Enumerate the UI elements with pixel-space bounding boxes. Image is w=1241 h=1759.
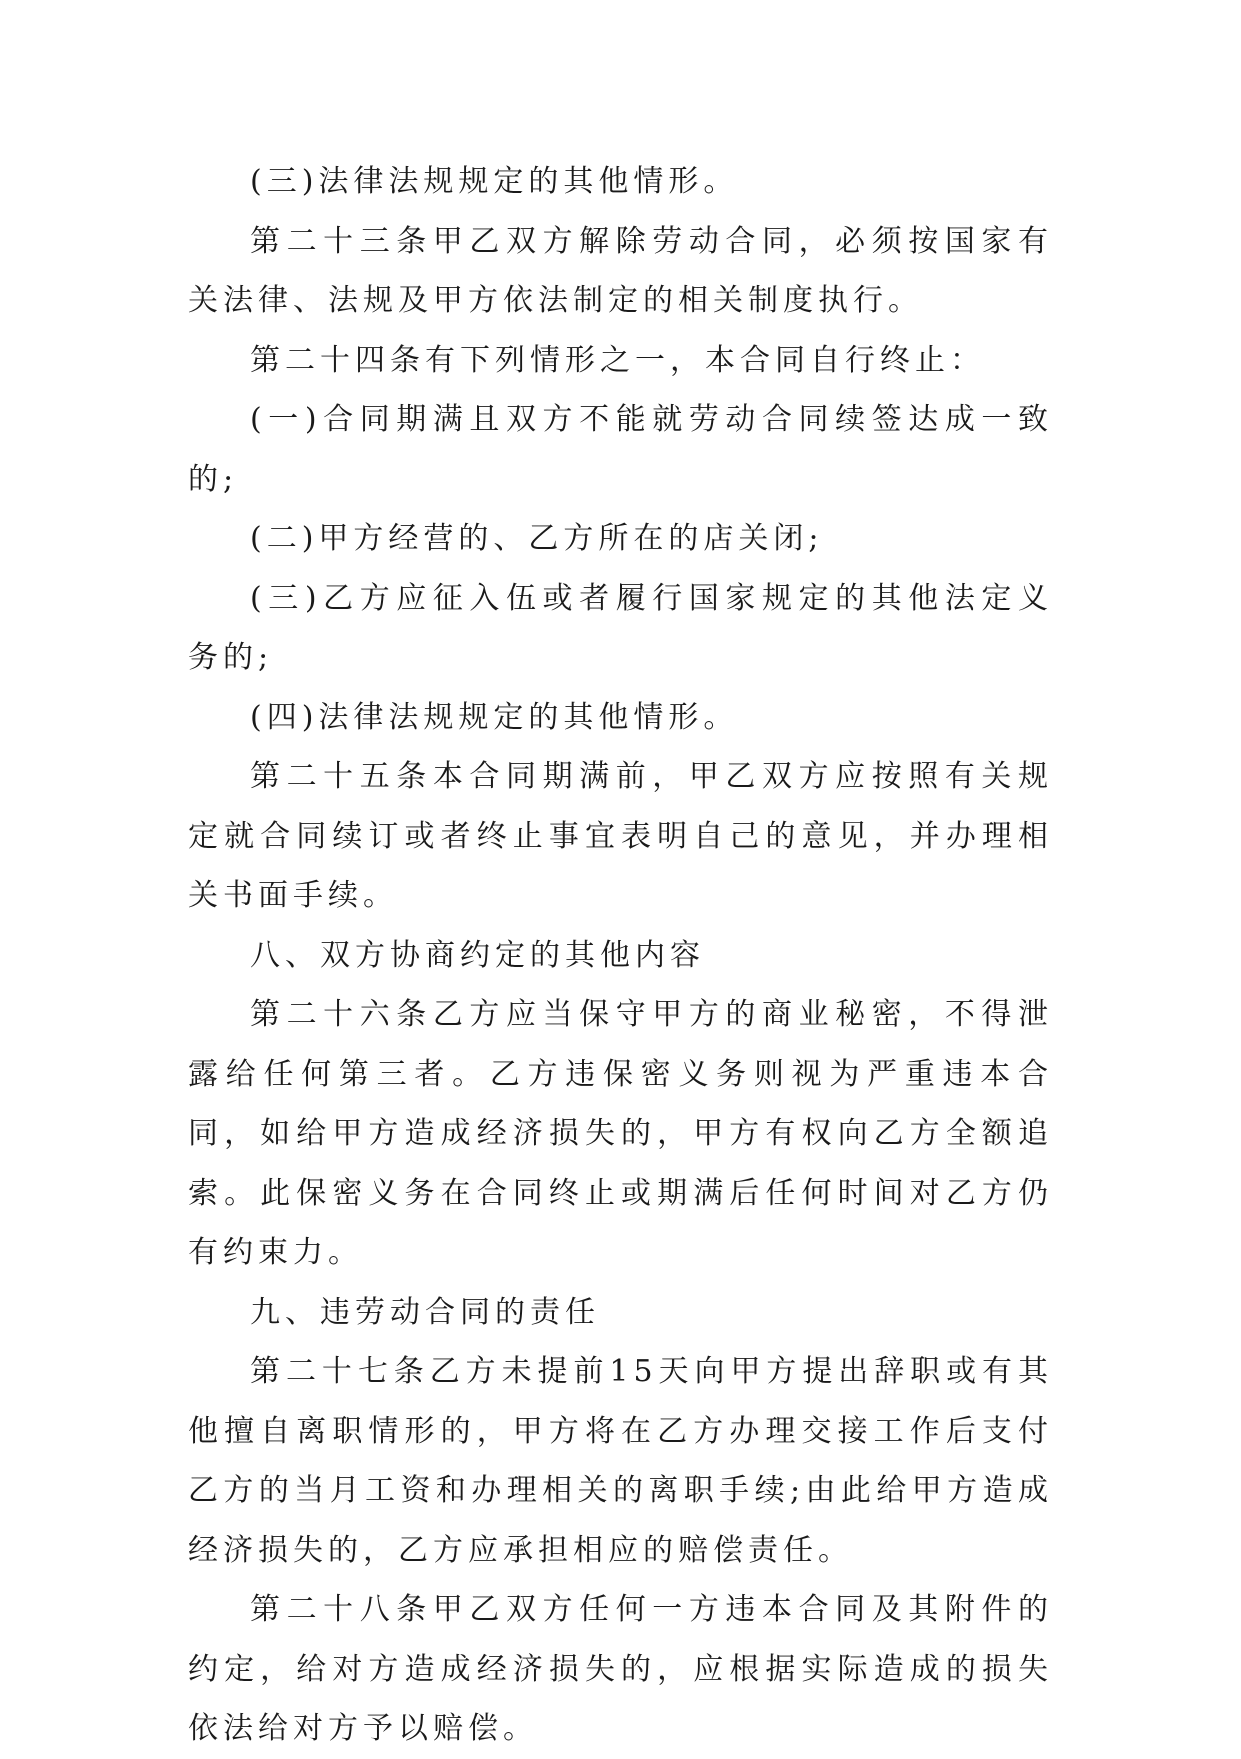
paragraph-article-27: 第二十七条乙方未提前15天向甲方提出辞职或有其他擅自离职情形的，甲方将在乙方办理交接工作后支付乙方的当月工资和办理相关的离职手续;由此给甲方造成经济损失的，乙方应承担相应的赔偿责任。 [188,1354,1053,1568]
section-heading-9: 九、违劳动合同的责任 [250,1294,600,1330]
paragraph-article-23: 第二十三条甲乙双方解除劳动合同，必须按国家有关法律、法规及甲方依法制定的相关制度执行。 [188,223,1053,318]
paragraph-article-25: 第二十五条本合同期满前，甲乙双方应按照有关规定就合同续订或者终止事宜表明自己的意见，并办理相关书面手续。 [188,759,1053,913]
paragraph-article-26: 第二十六条乙方应当保守甲方的商业秘密，不得泄露给任何第三者。乙方违保密义务则视为严重违本合同，如给甲方造成经济损失的，甲方有权向乙方全额追索。此保密义务在合同终止或期满后任何时间对乙方仍有约束力。 [188,997,1053,1270]
paragraph-article-24-item-2: (二)甲方经营的、乙方所在的店关闭; [250,521,824,556]
paragraph-article-24-item-4: (四)法律法规规定的其他情形。 [250,699,739,735]
paragraph-article-28: 第二十八条甲乙双方任何一方违本合同及其附件的约定，给对方造成经济损失的，应根据实际造成的损失依法给对方予以赔偿。 [188,1592,1053,1746]
document-body [188,152,1053,1759]
paragraph-clause-3-other: (三)法律法规规定的其他情形。 [250,164,739,199]
paragraph-article-24: 第二十四条有下列情形之一，本合同自行终止： [250,342,985,378]
paragraph-article-24-item-3: (三)乙方应征入伍或者履行国家规定的其他法定义务的; [188,580,1053,675]
paragraph-article-24-item-1: (一)合同期满且双方不能就劳动合同续签达成一致的; [188,402,1053,497]
section-heading-8: 八、双方协商约定的其他内容 [250,937,705,973]
